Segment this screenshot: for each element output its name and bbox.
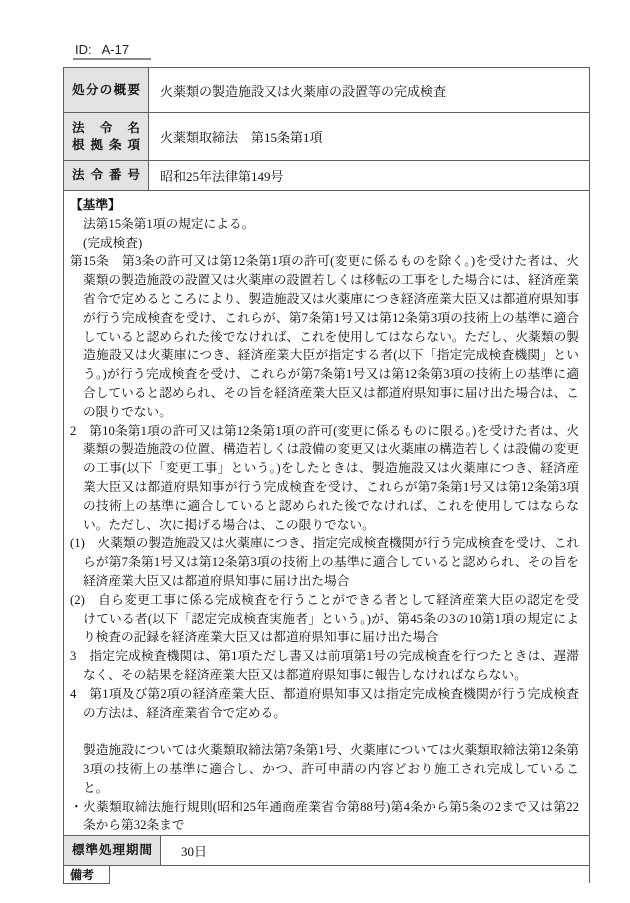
criteria-paragraphs	[70, 215, 579, 835]
criteria-paragraph: ・火薬類取締法施行規則(昭和25年通商産業省令第88号)第4条から第5条の2まで又は第22条から第32条まで	[70, 799, 579, 833]
criteria-paragraph: 第15条 第3条の許可又は第12条第1項の許可(変更に係るものを除く。)を受けた者は、火薬類の製造施設の設置又は火薬庫の設置若しくは移転の工事をした場合には、経済産業省令で定めるところにより、製造施設又は火薬庫につき経済産業大臣又は都道府県知事が行う完成検査を受け、これらが、第7条第1号又は第12条第3項の技術上の基準に適合していると認められた後でなければ、これを使用してはならない。ただし、火薬類の製造施設又は火薬庫につき、経済産業大臣が指定する者(以下「指定完成検査機関」という。)が行う完成検査を受け、これらが第7条第1号又は第12条第3項の技術上の基準に適合していると認められ、その旨を経済産業大臣又は都道府県知事に届け出た場合は、この限りでない。	[70, 254, 579, 419]
processing-period-value: 30日	[181, 844, 208, 860]
criteria-paragraph: 4 第1項及び第2項の経済産業大臣、都道府県知事又は指定完成検査機関が行う完成検査の方法は、経済産業省令で定める。	[70, 686, 579, 720]
table-row-processing-period	[64, 836, 589, 866]
table-row-remarks	[64, 866, 589, 883]
criteria-paragraph: 2 第10条第1項の許可又は第12条第1項の許可(変更に係るものに限る。)を受けた者は、火薬類の製造施設の位置、構造若しくは設備の変更又は火薬庫の構造若しくは設備の変更の工事(以下「変更工事」という。)をしたときは、製造施設又は火薬庫につき、経済産業大臣又は都道府県知事が行う完成検査を受け、これらが第7条第1号又は第12条第3項の技術上の基準に適合していると認められた後でなければ、これを使用してはならない。ただし、次に掲げる場合は、この限りでない。	[70, 423, 579, 532]
criteria-paragraph	[70, 722, 579, 741]
regulation-table	[63, 67, 590, 883]
criteria-paragraph: 3 指定完成検査機関は、第1項ただし書又は前項第1号の完成検査を行つたときは、遅滞なく、その結果を経済産業大臣又は都道府県知事に報告しなければならない。	[70, 649, 579, 682]
criteria-heading: 【基準】	[70, 198, 121, 212]
law-name-label-line2: 根拠条項	[72, 137, 140, 152]
id-label: ID:	[75, 42, 92, 57]
law-name-label-cell	[64, 113, 149, 160]
processing-period-label-cell	[64, 836, 161, 865]
criteria-paragraph: 製造施設については火薬類取締法第7条第1号、火薬庫については火薬類取締法第12条第3項の技術上の基準に適合し、かつ、許可申請の内容どおり施工され完成していること。	[83, 743, 579, 795]
processing-period-label: 標準処理期間	[72, 843, 152, 858]
criteria-paragraph: 法第15条第1項の規定による。	[83, 216, 255, 231]
document-id-field	[73, 42, 151, 60]
table-row-law-number	[64, 161, 589, 191]
law-number-label-cell	[64, 161, 149, 190]
table-row-law-name	[64, 113, 589, 161]
criteria-paragraph: (完成検査)	[83, 235, 143, 250]
law-number-label: 法令番号	[72, 168, 140, 182]
criteria-paragraph: (2) 自ら変更工事に係る完成検査を行うことができる者として経済産業大臣の認定を受けている者(以下「認定完成検査実施者」という。)が、第45条の3の10第1項の規定により検査の記録を経済産業大臣又は都道府県知事に届け出た場合	[70, 592, 579, 645]
law-number-value: 昭和25年法律第149号	[160, 169, 284, 184]
law-name-value: 火薬類取締法 第15条第1項	[160, 130, 323, 145]
remarks-label: 備考	[63, 865, 110, 884]
id-value: A-17	[101, 42, 130, 57]
overview-value: 火薬類の製造施設又は火薬庫の設置等の完成検査	[160, 83, 447, 99]
overview-label-cell	[64, 68, 149, 112]
law-name-label-line1: 法令名	[72, 120, 140, 135]
criteria-paragraph: (1) 火薬類の製造施設又は火薬庫につき、指定完成検査機関が行う完成検査を受け、これらが第7条第1号又は第12条第3項の技術上の基準に適合していると認められ、その旨を経済産業大臣又は都道府県知事に届け出た場合	[70, 536, 579, 588]
table-row-overview	[64, 68, 589, 113]
criteria-section	[64, 191, 589, 836]
overview-label: 処分の概要	[72, 82, 140, 97]
